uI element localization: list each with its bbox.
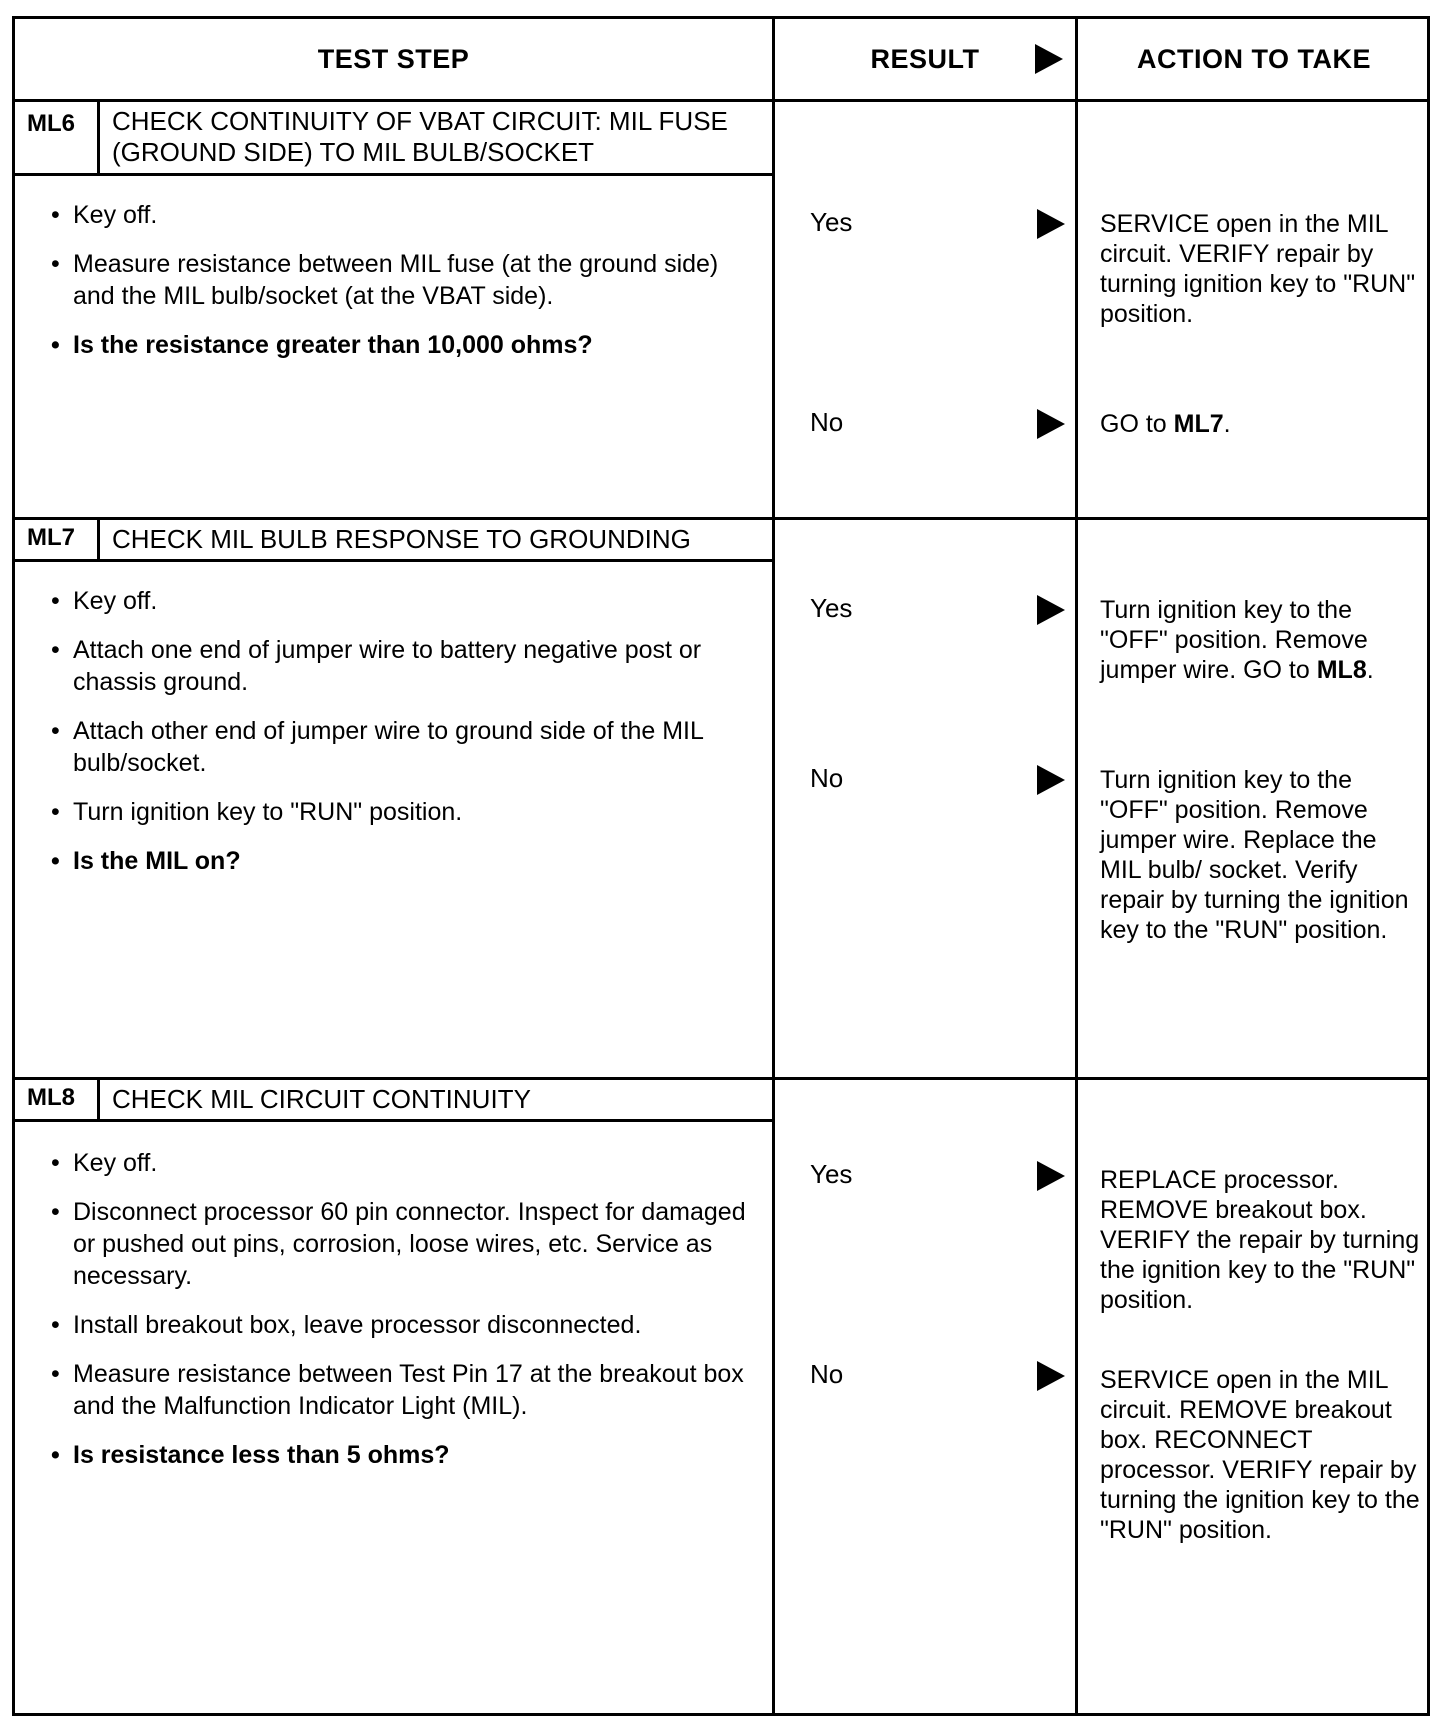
column-divider-result <box>772 19 775 1713</box>
list-item: • Turn ignition key to "RUN" position. <box>51 796 750 828</box>
column-divider-action <box>1075 19 1078 1713</box>
step-title-ml7 <box>15 520 772 562</box>
diagnostic-table <box>12 16 1430 1716</box>
result-yes-ml7: Yes <box>810 593 853 623</box>
arrow-icon <box>1037 1161 1065 1191</box>
list-item-question: • Is resistance less than 5 ohms? <box>51 1439 750 1471</box>
result-yes-ml6: Yes <box>810 207 853 237</box>
result-yes-ml8: Yes <box>810 1159 853 1189</box>
action-no-ml7: Turn ignition key to the "OFF" position. Remove jumper wire. Replace the MIL bulb/ socket. Verify repair by turning the ignition key to the "RUN" position. <box>1100 766 1409 944</box>
list-item: • Attach other end of jumper wire to ground side of the MIL bulb/socket. <box>51 715 750 779</box>
list-item: • Measure resistance between MIL fuse (at the ground side) and the MIL bulb/socket (at the VBAT side). <box>51 248 750 312</box>
action-no-ml8: SERVICE open in the MIL circuit. REMOVE breakout box. RECONNECT processor. VERIFY repair by turning the ignition key to the "RUN" position. <box>1100 1366 1420 1544</box>
goto-target: ML7 <box>1173 410 1224 438</box>
list-item-question: • Is the MIL on? <box>51 845 750 877</box>
action-text: Turn ignition key to the "OFF" position. Remove jumper wire. GO to <box>1100 596 1368 684</box>
arrow-icon <box>1037 595 1065 625</box>
action-yes-ml6: SERVICE open in the MIL circuit. VERIFY repair by turning ignition key to "RUN" position. <box>1100 210 1416 328</box>
list-item: • Disconnect processor 60 pin connector. Inspect for damaged or pushed out pins, corrosion, loose wires, etc. Service as necessary. <box>51 1196 750 1292</box>
result-no-ml7: No <box>810 763 844 793</box>
step-name: CHECK CONTINUITY OF VBAT CIRCUIT: MIL FUSE (GROUND SIDE) TO MIL BULB/SOCKET <box>112 106 728 167</box>
step-list-ml7 <box>15 585 750 894</box>
step-name: CHECK MIL BULB RESPONSE TO GROUNDING <box>112 524 691 554</box>
arrow-icon <box>1037 209 1065 239</box>
list-item: • Attach one end of jumper wire to battery negative post or chassis ground. <box>51 634 750 698</box>
list-item: • Key off. <box>51 1147 750 1179</box>
header-test-step: TEST STEP <box>317 43 470 74</box>
list-item: • Install breakout box, leave processor disconnected. <box>51 1309 750 1341</box>
step-id: ML6 <box>15 102 100 173</box>
result-no-ml8: No <box>810 1359 844 1389</box>
goto-target: ML8 <box>1316 656 1367 684</box>
action-suffix: . <box>1223 410 1231 438</box>
step-id: ML8 <box>15 1080 100 1119</box>
list-item: • Measure resistance between Test Pin 17 at the breakout box and the Malfunction Indicator Light (MIL). <box>51 1358 750 1422</box>
step-id: ML7 <box>15 520 100 559</box>
action-suffix: . <box>1366 656 1374 684</box>
header-result: RESULT <box>870 43 980 74</box>
action-yes-ml7 <box>1100 595 1420 685</box>
arrow-icon <box>1037 409 1065 439</box>
step-list-ml6 <box>15 199 750 378</box>
action-text: GO to <box>1100 410 1167 438</box>
list-item: • Key off. <box>51 585 750 617</box>
step-title-ml8 <box>15 1080 772 1122</box>
list-item: • Key off. <box>51 199 750 231</box>
arrow-icon <box>1037 765 1065 795</box>
action-no-ml6 <box>1100 409 1420 439</box>
step-name: CHECK MIL CIRCUIT CONTINUITY <box>112 1084 531 1114</box>
list-item-question: • Is the resistance greater than 10,000 ohms? <box>51 329 750 361</box>
result-no-ml6: No <box>810 407 844 437</box>
action-yes-ml8: REPLACE processor. REMOVE breakout box. VERIFY the repair by turning the ignition key to the "RUN" position. <box>1100 1166 1420 1314</box>
header-action-to-take: ACTION TO TAKE <box>1137 43 1371 74</box>
step-title-ml6 <box>15 102 772 176</box>
header-arrow-icon <box>1035 44 1063 74</box>
step-list-ml8 <box>15 1147 750 1488</box>
arrow-icon <box>1037 1361 1065 1391</box>
